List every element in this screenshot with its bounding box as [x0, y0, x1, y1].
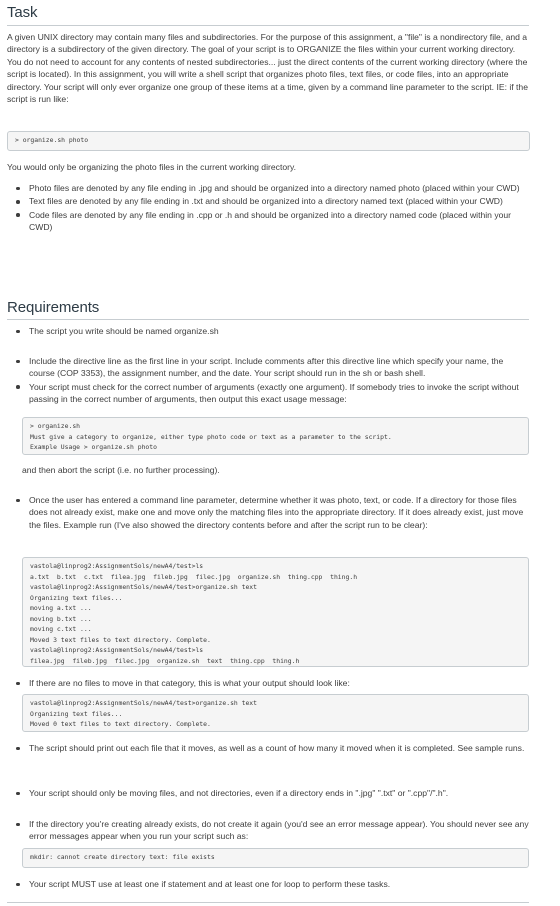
list-item: The script should print out each file that it moves, as well as a count of how many it moved when it is completed. See sample runs.	[7, 742, 531, 754]
code-line: vastola@linprog2:AssignmentSols/newA4/test>organize.sh text	[30, 583, 258, 591]
requirements-list	[7, 787, 531, 799]
usage-message-block	[22, 417, 529, 455]
code-line: a.txt b.txt c.txt filea.jpg fileb.jpg filec.jpg organize.sh thing.cpp thing.h	[30, 572, 358, 581]
code-line: Example Usage > organize.sh photo	[30, 443, 157, 451]
code-line: Organizing text files...	[30, 709, 123, 718]
requirements-list	[7, 677, 531, 689]
example-command-block: > organize.sh photo	[7, 131, 530, 151]
file-type-list	[7, 182, 531, 234]
list-item: If the directory you're creating already exists, do not create it again (you'd see an error message appear). You should never see any error messages appear when you run your script such as:	[7, 818, 531, 843]
bottom-divider	[7, 902, 529, 903]
requirements-list	[7, 742, 531, 754]
no-files-output-block	[22, 694, 529, 732]
list-item: Your script must check for the correct number of arguments (exactly one argument). If somebody tries to invoke the script without passing in the correct number of arguments, then output this exact usage message:	[7, 381, 531, 406]
code-line: vastola@linprog2:AssignmentSols/newA4/test>ls	[30, 646, 204, 654]
code-line: filea.jpg fileb.jpg filec.jpg organize.sh text thing.cpp thing.h	[30, 656, 300, 665]
requirements-list	[7, 494, 531, 531]
code-line: Moved 0 text files to text directory. Complete.	[30, 720, 211, 728]
list-item: Text files are denoted by any file ending in .txt and should be organized into a directory named text (placed within your CWD)	[7, 195, 531, 207]
code-line: moving a.txt ...	[30, 604, 92, 612]
requirements-list	[7, 818, 531, 843]
list-item: Your script should only be moving files, and not directories, even if a directory ends in ".jpg" ".txt" or ".cpp"/".h".	[7, 787, 531, 799]
requirements-heading: Requirements	[7, 299, 100, 316]
code-line: Must give a category to organize, either type photo code or text as a parameter to the script.	[30, 432, 392, 441]
list-item: Include the directive line as the first line in your script. Include comments after this directive line which specify your name, the course (COP 3353), the assignment number, and the date. Your script should run in the sh or bash shell.	[7, 355, 531, 380]
code-line: Moved 3 text files to text directory. Complete.	[30, 635, 211, 644]
after-usage-text: and then abort the script (i.e. no further processing).	[22, 465, 220, 475]
task-intro: A given UNIX directory may contain many files and subdirectories. For the purpose of this assignment, a "file" is a nondirectory file, and a directory is a subdirectory of the given directory. The goal of your script is to ORGANIZE the files within your current working directory. You do not need to account for any contents of nested subdirectories... just the direct contents of the current working directory (where the script is located). In this assignment, you will write a shell script that organizes photo files, text files, or code files, into an appropriate directory. Your script will only ever organize one group of these items at a time, given by a command line parameter to the script. IE: if the script is run like:	[7, 32, 528, 105]
list-item: Your script MUST use at least one if statement and at least one for loop to perform these tasks.	[7, 878, 531, 890]
code-line: Organizing text files...	[30, 593, 123, 602]
requirements-list	[7, 325, 531, 337]
error-message-block: mkdir: cannot create directory text: file exists	[22, 848, 529, 868]
requirements-list	[7, 878, 531, 890]
code-line: vastola@linprog2:AssignmentSols/newA4/test>organize.sh text	[30, 699, 258, 707]
requirements-list	[7, 355, 531, 406]
code-line: moving b.txt ...	[30, 614, 92, 623]
code-line: vastola@linprog2:AssignmentSols/newA4/test>ls	[30, 562, 204, 570]
code-line: > organize.sh	[30, 422, 81, 430]
requirements-divider	[7, 319, 529, 320]
list-item: The script you write should be named organize.sh	[7, 325, 531, 337]
example-run-block	[22, 557, 529, 667]
task-heading: Task	[7, 4, 38, 21]
list-item: If there are no files to move in that category, this is what your output should look like:	[7, 677, 531, 689]
task-divider	[7, 25, 529, 26]
task-after-example: You would only be organizing the photo files in the current working directory.	[7, 162, 297, 172]
code-line: moving c.txt ...	[30, 625, 92, 633]
list-item: Once the user has entered a command line parameter, determine whether it was photo, text, or code. If a directory for those files does not already exist, make one and move only the matching files into the appropriate directory. If it does already exist, just move the files. Example run (I've also showed the directory contents before and after the script run to be clear):	[7, 494, 531, 531]
list-item: Photo files are denoted by any file ending in .jpg and should be organized into a directory named photo (placed within your CWD)	[7, 182, 531, 194]
list-item: Code files are denoted by any file ending in .cpp or .h and should be organized into a directory named code (placed within your CWD)	[7, 209, 531, 234]
